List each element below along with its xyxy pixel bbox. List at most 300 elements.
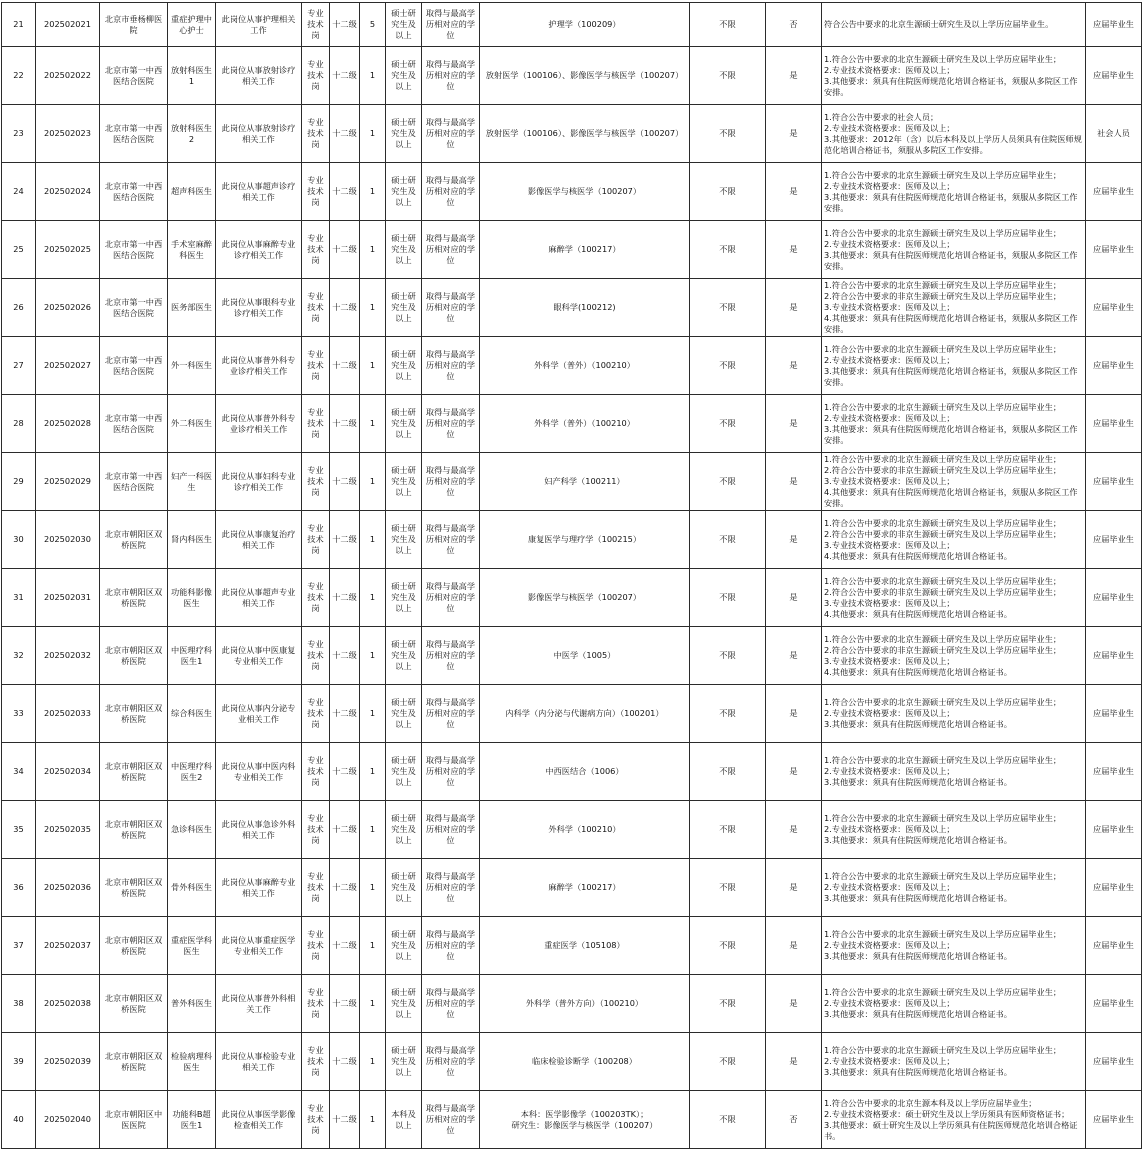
other-requirements-cell	[822, 685, 1086, 743]
applicant-type-cell: 应届毕业生	[1086, 279, 1142, 337]
age-requirement-cell: 不限	[690, 105, 766, 163]
table-row	[2, 511, 1142, 569]
hiring-count-cell: 1	[360, 1091, 386, 1149]
position-name-cell: 普外科医生	[168, 975, 216, 1033]
other-requirements-cell	[822, 279, 1086, 337]
position-description-cell: 此岗位从事超声专业相关工作	[216, 569, 302, 627]
requirement-line: 4.其他要求：须具有住院医师规范化培训合格证书。	[824, 666, 1012, 677]
major-requirement-cell: 康复医学与理疗学（100215）	[480, 511, 690, 569]
requirement-line: 2.专业技术资格要求：医师及以上；	[824, 238, 955, 249]
requirement-line: 2.专业技术资格要求：医师及以上；	[824, 940, 955, 950]
table-row	[2, 47, 1142, 105]
requirement-line: 2.符合公告中要求的非京生源硕士研究生及以上学历应届毕业生；	[824, 528, 1062, 539]
position-code-cell: 202502022	[36, 47, 100, 105]
table-row	[2, 395, 1142, 453]
row-number-cell: 30	[2, 511, 36, 569]
table-row	[2, 975, 1142, 1033]
education-requirement-cell: 硕士研究生及以上	[386, 1033, 422, 1091]
applicant-type-cell: 应届毕业生	[1086, 1091, 1142, 1149]
requirement-line: 2.符合公告中要求的非京生源硕士研究生及以上学历应届毕业生；	[824, 644, 1062, 655]
position-name-cell: 骨外科医生	[168, 859, 216, 917]
position-type-cell: 专业技术岗	[302, 1091, 330, 1149]
exam-required-cell: 是	[766, 47, 822, 105]
position-level-cell: 十二级	[330, 453, 360, 511]
requirement-line: 符合公告中要求的北京生源硕士研究生及以上学历应届毕业生。	[824, 19, 1054, 29]
position-type-cell: 专业技术岗	[302, 743, 330, 801]
requirement-line: 1.符合公告中要求的北京生源硕士研究生及以上学历应届毕业生；	[824, 929, 1062, 939]
table-row	[2, 1091, 1142, 1149]
requirement-line: 2.专业技术资格要求：医师及以上；	[824, 122, 955, 133]
education-requirement-cell: 硕士研究生及以上	[386, 975, 422, 1033]
employer-unit-cell: 北京市朝阳区双桥医院	[100, 859, 168, 917]
requirement-line: 3.其他要求：须具有住院医师规范化培训合格证书。	[824, 777, 1012, 787]
employer-unit-cell: 北京市朝阳区双桥医院	[100, 801, 168, 859]
applicant-type-cell: 应届毕业生	[1086, 47, 1142, 105]
major-requirement-cell: 内科学（内分泌与代谢病方向）（100201）	[480, 685, 690, 743]
row-number-cell: 31	[2, 569, 36, 627]
hiring-count-cell: 1	[360, 337, 386, 395]
table-row	[2, 163, 1142, 221]
age-requirement-cell: 不限	[690, 511, 766, 569]
education-requirement-cell: 硕士研究生及以上	[386, 279, 422, 337]
requirement-line: 3.其他要求：须具有住院医师规范化培训合格证书。	[824, 719, 1012, 729]
requirement-line: 2.专业技术资格要求：医师及以上；	[824, 354, 955, 365]
requirement-line: 2.专业技术资格要求：医师及以上；	[824, 824, 955, 834]
requirement-line: 3.其他要求：2012年（含）以后本科及以上学历人员须具有住院医师规范化培训合格证书，须服从多院区工作安排。	[824, 133, 1082, 155]
applicant-type-cell: 应届毕业生	[1086, 163, 1142, 221]
degree-requirement-cell: 取得与最高学历相对应的学位	[422, 743, 480, 801]
major-requirement-cell	[480, 1091, 690, 1149]
requirement-line: 2.符合公告中要求的非京生源硕士研究生及以上学历应届毕业生；	[824, 465, 1062, 475]
position-type-cell: 专业技术岗	[302, 105, 330, 163]
major-requirement-cell: 外科学（普外）（100210）	[480, 395, 690, 453]
applicant-type-cell: 应届毕业生	[1086, 395, 1142, 453]
degree-requirement-cell: 取得与最高学历相对应的学位	[422, 3, 480, 47]
major-requirement-cell: 影像医学与核医学（100207）	[480, 163, 690, 221]
requirement-line: 2.专业技术资格要求：医师及以上；	[824, 882, 955, 892]
major-requirement-cell: 麻醉学（100217）	[480, 221, 690, 279]
position-type-cell: 专业技术岗	[302, 47, 330, 105]
employer-unit-cell: 北京市第一中西医结合医院	[100, 163, 168, 221]
major-requirement-cell: 放射医学（100106）、影像医学与核医学（100207）	[480, 105, 690, 163]
degree-requirement-cell: 取得与最高学历相对应的学位	[422, 685, 480, 743]
table-row	[2, 801, 1142, 859]
position-level-cell: 十二级	[330, 47, 360, 105]
row-number-cell: 32	[2, 627, 36, 685]
exam-required-cell: 是	[766, 569, 822, 627]
position-code-cell: 202502033	[36, 685, 100, 743]
degree-requirement-cell: 取得与最高学历相对应的学位	[422, 511, 480, 569]
requirement-line: 2.专业技术资格要求：医师及以上；	[824, 708, 955, 718]
exam-required-cell: 是	[766, 221, 822, 279]
requirement-line: 2.专业技术资格要求：医师及以上；	[824, 412, 955, 423]
other-requirements-cell	[822, 743, 1086, 801]
position-code-cell: 202502021	[36, 3, 100, 47]
position-description-cell: 此岗位从事护理相关工作	[216, 3, 302, 47]
employer-unit-cell: 北京市朝阳区双桥医院	[100, 743, 168, 801]
position-name-cell: 检验病理科医生	[168, 1033, 216, 1091]
table-row	[2, 685, 1142, 743]
position-type-cell: 专业技术岗	[302, 221, 330, 279]
position-description-cell: 此岗位从事康复治疗相关工作	[216, 511, 302, 569]
other-requirements-cell	[822, 975, 1086, 1033]
education-requirement-cell: 硕士研究生及以上	[386, 105, 422, 163]
position-level-cell: 十二级	[330, 1091, 360, 1149]
degree-requirement-cell: 取得与最高学历相对应的学位	[422, 163, 480, 221]
requirement-line: 1.符合公告中要求的北京生源硕士研究生及以上学历应届毕业生；	[824, 53, 1062, 64]
position-level-cell: 十二级	[330, 511, 360, 569]
requirement-line: 1.符合公告中要求的北京生源硕士研究生及以上学历应届毕业生；	[824, 987, 1062, 997]
row-number-cell: 33	[2, 685, 36, 743]
position-name-cell: 急诊科医生	[168, 801, 216, 859]
age-requirement-cell: 不限	[690, 1033, 766, 1091]
exam-required-cell: 否	[766, 3, 822, 47]
other-requirements-cell	[822, 105, 1086, 163]
position-code-cell: 202502024	[36, 163, 100, 221]
degree-requirement-cell: 取得与最高学历相对应的学位	[422, 1033, 480, 1091]
table-row	[2, 3, 1142, 47]
hiring-count-cell: 1	[360, 859, 386, 917]
position-name-cell: 医务部医生	[168, 279, 216, 337]
employer-unit-cell: 北京市朝阳区双桥医院	[100, 685, 168, 743]
requirement-line: 3.其他要求：须具有住院医师规范化培训合格证书，须服从多院区工作安排。	[824, 423, 1078, 445]
row-number-cell: 23	[2, 105, 36, 163]
table-row	[2, 743, 1142, 801]
position-name-cell: 妇产一科医生	[168, 453, 216, 511]
position-name-cell: 放射科医生1	[168, 47, 216, 105]
row-number-cell: 34	[2, 743, 36, 801]
requirement-line: 3.其他要求：须具有住院医师规范化培训合格证书。	[824, 835, 1012, 845]
age-requirement-cell: 不限	[690, 859, 766, 917]
exam-required-cell: 是	[766, 1033, 822, 1091]
position-name-cell: 肾内科医生	[168, 511, 216, 569]
applicant-type-cell: 应届毕业生	[1086, 801, 1142, 859]
education-requirement-cell: 硕士研究生及以上	[386, 163, 422, 221]
hiring-count-cell: 1	[360, 917, 386, 975]
applicant-type-cell: 应届毕业生	[1086, 975, 1142, 1033]
row-number-cell: 22	[2, 47, 36, 105]
exam-required-cell: 是	[766, 917, 822, 975]
age-requirement-cell: 不限	[690, 917, 766, 975]
row-number-cell: 27	[2, 337, 36, 395]
position-type-cell: 专业技术岗	[302, 337, 330, 395]
education-requirement-cell: 硕士研究生及以上	[386, 859, 422, 917]
requirement-line: 1.符合公告中要求的北京生源硕士研究生及以上学历应届毕业生；	[824, 633, 1062, 644]
position-description-cell: 此岗位从事放射诊疗相关工作	[216, 105, 302, 163]
position-type-cell: 专业技术岗	[302, 859, 330, 917]
degree-requirement-cell: 取得与最高学历相对应的学位	[422, 47, 480, 105]
requirement-line: 3.其他要求：须具有住院医师规范化培训合格证书。	[824, 1009, 1012, 1019]
exam-required-cell: 是	[766, 685, 822, 743]
row-number-cell: 35	[2, 801, 36, 859]
exam-required-cell: 是	[766, 975, 822, 1033]
requirement-line: 1.符合公告中要求的北京生源硕士研究生及以上学历应届毕业生；	[824, 454, 1062, 464]
exam-required-cell: 是	[766, 337, 822, 395]
age-requirement-cell: 不限	[690, 627, 766, 685]
requirement-line: 3.专业技术资格要求：医师及以上；	[824, 655, 955, 666]
hiring-count-cell: 1	[360, 221, 386, 279]
position-code-cell: 202502030	[36, 511, 100, 569]
requirement-line: 3.其他要求：须具有住院医师规范化培训合格证书，须服从多院区工作安排。	[824, 191, 1078, 213]
major-requirement-cell: 外科学（普外方向）（100210）	[480, 975, 690, 1033]
hiring-count-cell: 5	[360, 3, 386, 47]
hiring-count-cell: 1	[360, 511, 386, 569]
age-requirement-cell: 不限	[690, 569, 766, 627]
age-requirement-cell: 不限	[690, 337, 766, 395]
requirement-line: 2.专业技术资格要求：医师及以上；	[824, 180, 955, 191]
employer-unit-cell: 北京市朝阳区双桥医院	[100, 511, 168, 569]
exam-required-cell: 是	[766, 395, 822, 453]
exam-required-cell: 是	[766, 453, 822, 511]
position-level-cell: 十二级	[330, 1033, 360, 1091]
position-level-cell: 十二级	[330, 801, 360, 859]
major-requirement-cell: 放射医学（100106）、影像医学与核医学（100207）	[480, 47, 690, 105]
position-code-cell: 202502035	[36, 801, 100, 859]
age-requirement-cell: 不限	[690, 279, 766, 337]
other-requirements-cell	[822, 801, 1086, 859]
position-code-cell: 202502023	[36, 105, 100, 163]
position-type-cell: 专业技术岗	[302, 3, 330, 47]
position-name-cell: 功能科影像医生	[168, 569, 216, 627]
employer-unit-cell: 北京市垂杨柳医院	[100, 3, 168, 47]
exam-required-cell: 是	[766, 105, 822, 163]
requirement-line: 1.符合公告中要求的北京生源硕士研究生及以上学历应届毕业生；	[824, 697, 1062, 707]
exam-required-cell: 是	[766, 801, 822, 859]
table-row	[2, 105, 1142, 163]
requirement-line: 1.符合公告中要求的北京生源本科及以上学历应届毕业生；	[824, 1097, 1037, 1108]
applicant-type-cell: 应届毕业生	[1086, 743, 1142, 801]
applicant-type-cell: 社会人员	[1086, 105, 1142, 163]
position-description-cell: 此岗位从事中医康复专业相关工作	[216, 627, 302, 685]
position-type-cell: 专业技术岗	[302, 279, 330, 337]
row-number-cell: 21	[2, 3, 36, 47]
employer-unit-cell: 北京市朝阳区双桥医院	[100, 1033, 168, 1091]
row-number-cell: 24	[2, 163, 36, 221]
position-name-cell: 超声科医生	[168, 163, 216, 221]
age-requirement-cell: 不限	[690, 395, 766, 453]
row-number-cell: 26	[2, 279, 36, 337]
requirement-line: 1.符合公告中要求的北京生源硕士研究生及以上学历应届毕业生；	[824, 343, 1062, 354]
position-description-cell: 此岗位从事医学影像检查相关工作	[216, 1091, 302, 1149]
major-requirement-cell: 外科学（100210）	[480, 801, 690, 859]
education-requirement-cell: 硕士研究生及以上	[386, 801, 422, 859]
position-type-cell: 专业技术岗	[302, 453, 330, 511]
requirement-line: 4.其他要求：须具有住院医师规范化培训合格证书。	[824, 608, 1012, 619]
exam-required-cell: 是	[766, 163, 822, 221]
education-requirement-cell: 硕士研究生及以上	[386, 337, 422, 395]
education-requirement-cell: 硕士研究生及以上	[386, 685, 422, 743]
position-type-cell: 专业技术岗	[302, 569, 330, 627]
major-requirement-cell: 外科学（普外）（100210）	[480, 337, 690, 395]
position-type-cell: 专业技术岗	[302, 163, 330, 221]
employer-unit-cell: 北京市朝阳区双桥医院	[100, 917, 168, 975]
position-level-cell: 十二级	[330, 627, 360, 685]
requirement-line: 1.符合公告中要求的北京生源硕士研究生及以上学历应届毕业生；	[824, 813, 1062, 823]
age-requirement-cell: 不限	[690, 801, 766, 859]
position-level-cell: 十二级	[330, 163, 360, 221]
other-requirements-cell	[822, 163, 1086, 221]
degree-requirement-cell: 取得与最高学历相对应的学位	[422, 337, 480, 395]
position-description-cell: 此岗位从事眼科专业诊疗相关工作	[216, 279, 302, 337]
degree-requirement-cell: 取得与最高学历相对应的学位	[422, 1091, 480, 1149]
positions-table-body	[2, 3, 1142, 1149]
degree-requirement-cell: 取得与最高学历相对应的学位	[422, 221, 480, 279]
position-name-cell: 手术室麻醉科医生	[168, 221, 216, 279]
position-name-cell: 中医理疗科医生1	[168, 627, 216, 685]
position-description-cell: 此岗位从事中医内科专业相关工作	[216, 743, 302, 801]
education-requirement-cell: 硕士研究生及以上	[386, 917, 422, 975]
row-number-cell: 40	[2, 1091, 36, 1149]
hiring-count-cell: 1	[360, 743, 386, 801]
degree-requirement-cell: 取得与最高学历相对应的学位	[422, 801, 480, 859]
hiring-count-cell: 1	[360, 685, 386, 743]
table-row	[2, 569, 1142, 627]
position-code-cell: 202502034	[36, 743, 100, 801]
employer-unit-cell: 北京市第一中西医结合医院	[100, 453, 168, 511]
hiring-count-cell: 1	[360, 569, 386, 627]
position-type-cell: 专业技术岗	[302, 511, 330, 569]
applicant-type-cell: 应届毕业生	[1086, 453, 1142, 511]
requirement-line: 2.符合公告中要求的非京生源硕士研究生及以上学历应届毕业生；	[824, 586, 1062, 597]
position-type-cell: 专业技术岗	[302, 801, 330, 859]
hiring-count-cell: 1	[360, 1033, 386, 1091]
applicant-type-cell: 应届毕业生	[1086, 3, 1142, 47]
position-code-cell: 202502036	[36, 859, 100, 917]
position-name-cell: 外二科医生	[168, 395, 216, 453]
requirement-line: 4.其他要求：须具有住院医师规范化培训合格证书。	[824, 550, 1012, 561]
applicant-type-cell: 应届毕业生	[1086, 917, 1142, 975]
education-requirement-cell: 硕士研究生及以上	[386, 453, 422, 511]
position-level-cell: 十二级	[330, 859, 360, 917]
position-type-cell: 专业技术岗	[302, 685, 330, 743]
hiring-count-cell: 1	[360, 163, 386, 221]
applicant-type-cell: 应届毕业生	[1086, 685, 1142, 743]
position-code-cell: 202502029	[36, 453, 100, 511]
requirement-line: 3.其他要求：须具有住院医师规范化培训合格证书，须服从多院区工作安排。	[824, 249, 1078, 271]
requirement-line: 1.符合公告中要求的北京生源硕士研究生及以上学历应届毕业生；	[824, 227, 1062, 238]
row-number-cell: 39	[2, 1033, 36, 1091]
employer-unit-cell: 北京市朝阳区双桥医院	[100, 627, 168, 685]
position-name-cell: 外一科医生	[168, 337, 216, 395]
position-code-cell: 202502031	[36, 569, 100, 627]
other-requirements-cell	[822, 453, 1086, 511]
major-requirement-cell: 中西医结合（1006）	[480, 743, 690, 801]
major-requirement-cell: 妇产科学（100211）	[480, 453, 690, 511]
exam-required-cell: 是	[766, 511, 822, 569]
hiring-count-cell: 1	[360, 627, 386, 685]
position-code-cell: 202502040	[36, 1091, 100, 1149]
position-type-cell: 专业技术岗	[302, 1033, 330, 1091]
position-code-cell: 202502026	[36, 279, 100, 337]
position-code-cell: 202502039	[36, 1033, 100, 1091]
position-description-cell: 此岗位从事麻醉专业相关工作	[216, 859, 302, 917]
other-requirements-cell	[822, 3, 1086, 47]
requirement-line: 3.其他要求：须具有住院医师规范化培训合格证书。	[824, 893, 1012, 903]
employer-unit-cell: 北京市第一中西医结合医院	[100, 105, 168, 163]
major-requirement-cell: 影像医学与核医学（100207）	[480, 569, 690, 627]
requirement-line: 3.专业技术资格要求：医师及以上；	[824, 302, 955, 312]
applicant-type-cell: 应届毕业生	[1086, 859, 1142, 917]
position-level-cell: 十二级	[330, 569, 360, 627]
position-name-cell: 重症医学科医生	[168, 917, 216, 975]
hiring-count-cell: 1	[360, 279, 386, 337]
position-type-cell: 专业技术岗	[302, 917, 330, 975]
requirement-line: 1.符合公告中要求的北京生源硕士研究生及以上学历应届毕业生；	[824, 575, 1062, 586]
degree-requirement-cell: 取得与最高学历相对应的学位	[422, 569, 480, 627]
exam-required-cell: 是	[766, 743, 822, 801]
other-requirements-cell	[822, 511, 1086, 569]
position-level-cell: 十二级	[330, 3, 360, 47]
degree-requirement-cell: 取得与最高学历相对应的学位	[422, 279, 480, 337]
employer-unit-cell: 北京市第一中西医结合医院	[100, 279, 168, 337]
education-requirement-cell: 硕士研究生及以上	[386, 569, 422, 627]
position-code-cell: 202502027	[36, 337, 100, 395]
position-code-cell: 202502028	[36, 395, 100, 453]
table-row	[2, 627, 1142, 685]
other-requirements-cell	[822, 859, 1086, 917]
other-requirements-cell	[822, 337, 1086, 395]
hiring-count-cell: 1	[360, 801, 386, 859]
requirement-line: 2.专业技术资格要求：医师及以上；	[824, 998, 955, 1008]
position-description-cell: 此岗位从事内分泌专业相关工作	[216, 685, 302, 743]
other-requirements-cell	[822, 1033, 1086, 1091]
table-row	[2, 859, 1142, 917]
table-row	[2, 279, 1142, 337]
requirement-line: 2.专业技术资格要求：医师及以上；	[824, 64, 955, 75]
requirement-line: 3.专业技术资格要求：医师及以上；	[824, 476, 955, 486]
major-requirement-cell: 中医学（1005）	[480, 627, 690, 685]
table-row	[2, 1033, 1142, 1091]
position-code-cell: 202502037	[36, 917, 100, 975]
requirement-line: 1.符合公告中要求的社会人员；	[824, 111, 939, 122]
row-number-cell: 28	[2, 395, 36, 453]
degree-requirement-cell: 取得与最高学历相对应的学位	[422, 917, 480, 975]
hiring-count-cell: 1	[360, 105, 386, 163]
major-line: 研究生：影像医学与核医学（100207）	[511, 1119, 658, 1130]
row-number-cell: 29	[2, 453, 36, 511]
position-level-cell: 十二级	[330, 337, 360, 395]
age-requirement-cell: 不限	[690, 743, 766, 801]
degree-requirement-cell: 取得与最高学历相对应的学位	[422, 105, 480, 163]
row-number-cell: 36	[2, 859, 36, 917]
hiring-count-cell: 1	[360, 453, 386, 511]
other-requirements-cell	[822, 569, 1086, 627]
other-requirements-cell	[822, 917, 1086, 975]
major-requirement-cell: 临床检验诊断学（100208）	[480, 1033, 690, 1091]
employer-unit-cell: 北京市朝阳区双桥医院	[100, 569, 168, 627]
position-description-cell: 此岗位从事普外科专业诊疗相关工作	[216, 337, 302, 395]
other-requirements-cell	[822, 221, 1086, 279]
applicant-type-cell: 应届毕业生	[1086, 1033, 1142, 1091]
position-level-cell: 十二级	[330, 975, 360, 1033]
position-description-cell: 此岗位从事放射诊疗相关工作	[216, 47, 302, 105]
requirement-line: 3.其他要求：须具有住院医师规范化培训合格证书，须服从多院区工作安排。	[824, 365, 1078, 387]
requirement-line: 3.专业技术资格要求：医师及以上；	[824, 539, 955, 550]
exam-required-cell: 否	[766, 1091, 822, 1149]
applicant-type-cell: 应届毕业生	[1086, 221, 1142, 279]
education-requirement-cell: 硕士研究生及以上	[386, 3, 422, 47]
education-requirement-cell: 硕士研究生及以上	[386, 627, 422, 685]
employer-unit-cell: 北京市朝阳区双桥医院	[100, 975, 168, 1033]
education-requirement-cell: 硕士研究生及以上	[386, 395, 422, 453]
position-level-cell: 十二级	[330, 743, 360, 801]
education-requirement-cell: 硕士研究生及以上	[386, 511, 422, 569]
major-requirement-cell: 护理学（100209）	[480, 3, 690, 47]
hiring-count-cell: 1	[360, 47, 386, 105]
position-type-cell: 专业技术岗	[302, 627, 330, 685]
row-number-cell: 38	[2, 975, 36, 1033]
degree-requirement-cell: 取得与最高学历相对应的学位	[422, 975, 480, 1033]
